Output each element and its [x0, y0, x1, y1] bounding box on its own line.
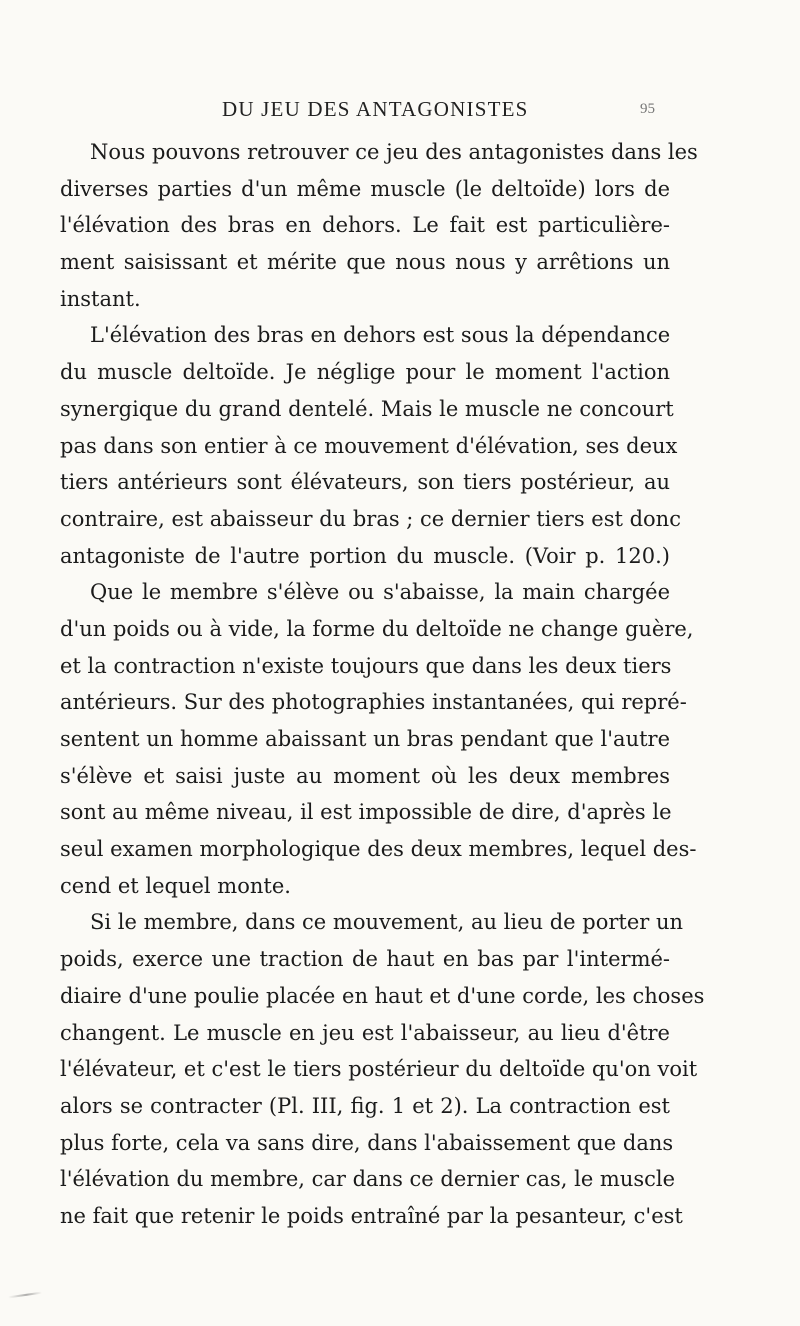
text-line: alors se contracter (Pl. III, fig. 1 et 2). La contraction est	[60, 1093, 670, 1118]
text-line: s'élève et saisi juste au moment où les deux membres	[60, 763, 670, 788]
text-line: changent. Le muscle en jeu est l'abaisseur, au lieu d'être	[60, 1020, 670, 1045]
text-line: pas dans son entier à ce mouvement d'élévation, ses deux	[60, 433, 678, 458]
text-line: synergique du grand dentelé. Mais le muscle ne concourt	[60, 396, 674, 421]
text-line: sont au même niveau, il est impossible de dire, d'après le	[60, 800, 672, 825]
text-line: contraire, est abaisseur du bras ; ce dernier tiers est donc	[60, 506, 681, 531]
text-line: du muscle deltoïde. Je néglige pour le moment l'action	[60, 360, 670, 385]
text-line: l'élévateur, et c'est le tiers postérieur du deltoïde qu'on voit	[60, 1057, 698, 1082]
text-line: ment saisissant et mérite que nous nous y arrêtions un	[60, 250, 670, 275]
text-line: cend et lequel monte.	[60, 873, 291, 898]
text-line: d'un poids ou à vide, la forme du deltoïde ne change guère,	[60, 616, 694, 641]
text-line: tiers antérieurs sont élévateurs, son tiers postérieur, au	[60, 470, 670, 495]
text-line: sentent un homme abaissant un bras pendant que l'autre	[60, 727, 670, 751]
text-line: l'élévation des bras en dehors. Le fait est particulière-	[60, 213, 670, 238]
text-line: plus forte, cela va sans dire, dans l'abaissement que dans	[60, 1130, 674, 1155]
text-line: poids, exerce une traction de haut en bas par l'intermé-	[60, 947, 670, 972]
text-line: diverses parties d'un même muscle (le deltoïde) lors de	[60, 176, 670, 201]
text-line: diaire d'une poulie placée en haut et d'une corde, les choses	[60, 983, 705, 1008]
text-line: et la contraction n'existe toujours que dans les deux tiers	[60, 653, 672, 678]
text-line: ne fait que retenir le poids entraîné par la pesanteur, c'est	[60, 1203, 683, 1228]
text-line: antagoniste de l'autre portion du muscle. (Voir p. 120.)	[60, 543, 670, 568]
text-line: seul examen morphologique des deux membres, lequel des-	[60, 837, 697, 862]
text-line: l'élévation du membre, car dans ce dernier cas, le muscle	[60, 1167, 676, 1192]
running-head	[0, 96, 800, 122]
text-line: instant.	[60, 286, 141, 311]
text-line: Que le membre s'élève ou s'abaisse, la main chargée	[90, 580, 670, 605]
paper-speck	[8, 1292, 42, 1299]
body-text	[60, 134, 705, 1235]
text-line: antérieurs. Sur des photographies instantanées, qui repré-	[60, 690, 687, 715]
running-title: DU JEU DES ANTAGONISTES	[222, 97, 529, 121]
text-line: Si le membre, dans ce mouvement, au lieu de porter un	[90, 910, 684, 935]
text-line: Nous pouvons retrouver ce jeu des antagonistes dans les	[90, 140, 698, 164]
page-number: 95	[640, 101, 655, 117]
text-line: L'élévation des bras en dehors est sous la dépendance	[90, 323, 671, 348]
